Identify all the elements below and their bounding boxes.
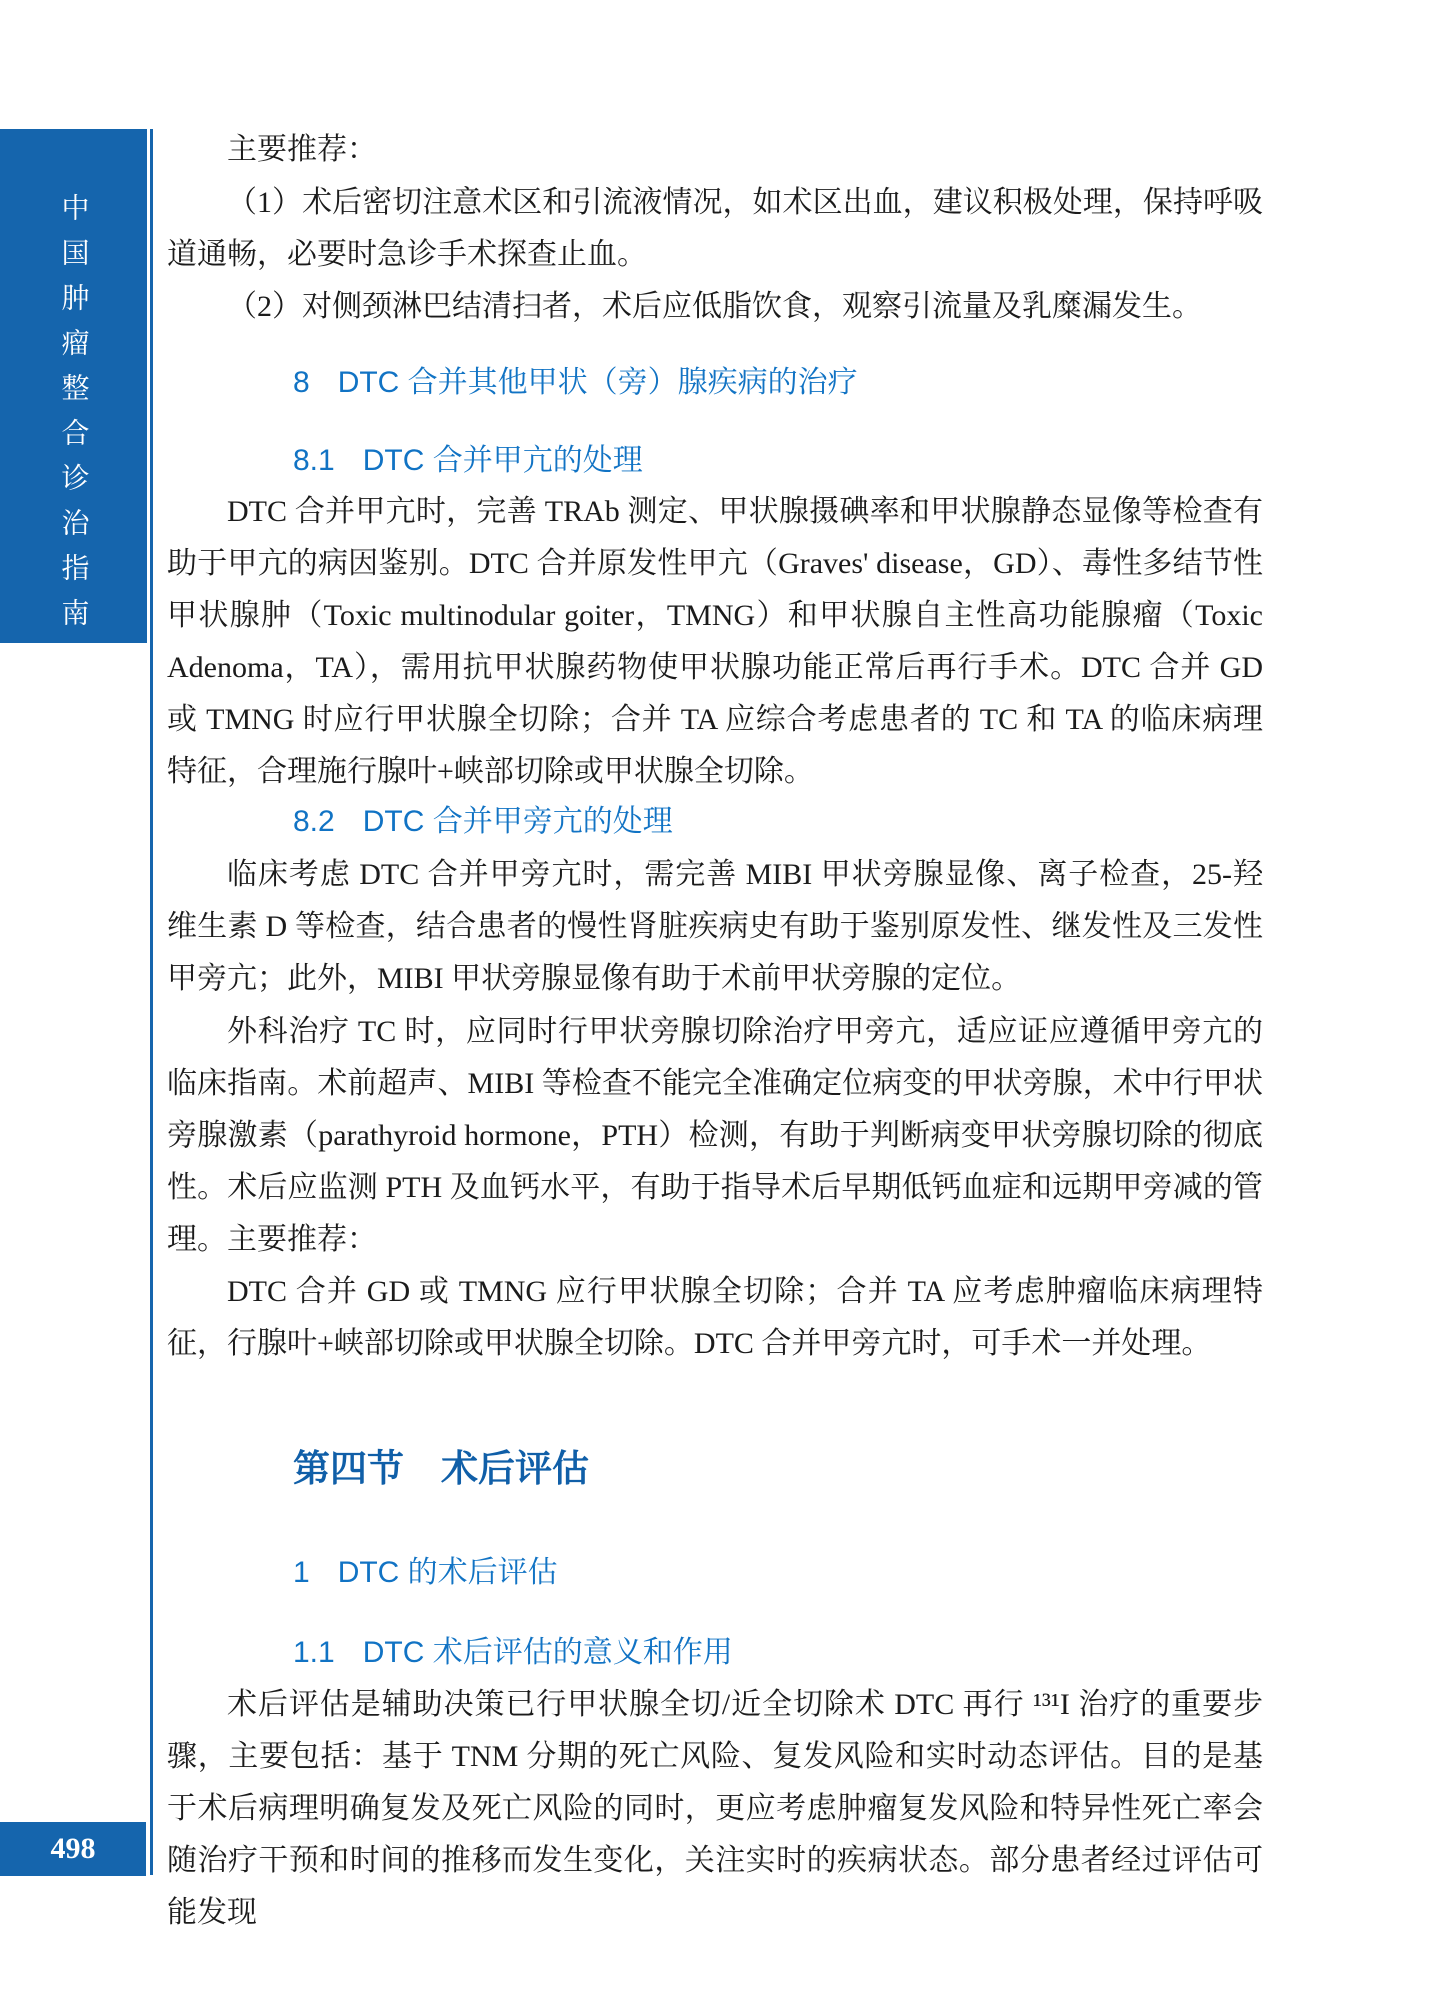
heading-section-8-1-title: DTC 合并甲亢的处理 (362, 444, 643, 477)
heading-section-1 (293, 1553, 558, 1593)
paragraph-main-recommendation-label: 主要推荐： (227, 133, 377, 166)
book-title-vertical-text: 中国肿瘤整合诊治指南 (58, 193, 90, 643)
sidebar-divider-line (150, 129, 153, 1875)
book-title-sidebar (0, 129, 147, 643)
heading-section-8-1-number: 8.1 (293, 444, 335, 477)
heading-chapter-section-4: 第四节 术后评估 (293, 1449, 589, 1490)
heading-section-1-title: DTC 的术后评估 (337, 1556, 558, 1589)
heading-section-1-1-number: 1.1 (293, 1636, 335, 1669)
page-number-badge (0, 1822, 146, 1876)
page-content (167, 0, 1263, 2010)
paragraph-dtc-hyperthyroidism: DTC 合并甲亢时，完善 TRAb 测定、甲状腺摄碘率和甲状腺静态显像等检查有助于甲亢的病因鉴别。DTC 合并原发性甲亢（Graves' disease，GD）、毒性多结节性甲状腺肿（Toxic multinodular goiter，TMNG）和甲状腺自主性高功能腺瘤（Toxic Adenoma，TA），需用抗甲状腺药物使甲状腺功能正常后再行手术。DTC 合并 GD 或 TMNG 时应行甲状腺全切除；合并 TA 应综合考虑患者的 TC 和 TA 的临床病理特征，合理施行腺叶+峡部切除或甲状腺全切除。 (167, 495, 1263, 788)
heading-section-1-number: 1 (293, 1556, 310, 1589)
paragraph-hyperparathyroidism-workup: 临床考虑 DTC 合并甲旁亢时，需完善 MIBI 甲状旁腺显像、离子检查，25-羟维生素 D 等检查，结合患者的慢性肾脏疾病史有助于鉴别原发性、继发性及三发性甲旁亢；此外，MIBI 甲状旁腺显像有助于术前甲状旁腺的定位。 (167, 858, 1263, 995)
heading-section-8 (293, 363, 858, 403)
paragraph-recommendation-2: （2）对侧颈淋巴结清扫者，术后应低脂饮食，观察引流量及乳糜漏发生。 (227, 290, 1202, 323)
heading-section-8-title: DTC 合并其他甲状（旁）腺疾病的治疗 (337, 366, 858, 399)
paragraph-postop-evaluation-intro: 术后评估是辅助决策已行甲状腺全切/近全切除术 DTC 再行 ¹³¹I 治疗的重要步骤，主要包括：基于 TNM 分期的死亡风险、复发风险和实时动态评估。目的是基于术后病理明确复发及死亡风险的同时，更应考虑肿瘤复发风险和特异性死亡率会随治疗干预和时间的推移而发生变化，关注实时的疾病状态。部分患者经过评估可能发现 (167, 1688, 1263, 1929)
heading-section-8-2 (293, 802, 673, 842)
paragraph-main-recommendation-label-2: 主要推荐： (227, 1223, 377, 1256)
paragraph-surgical-treatment-pth: 外科治疗 TC 时，应同时行甲状旁腺切除治疗甲旁亢，适应证应遵循甲旁亢的临床指南。术前超声、MIBI 等检查不能完全准确定位病变的甲状旁腺，术中行甲状旁腺激素（parathyroid hormone，PTH）检测，有助于判断病变甲状旁腺切除的彻底性。术后应监测 PTH 及血钙水平，有助于指导术后早期低钙血症和远期甲旁减的管理。 (167, 1015, 1263, 1256)
heading-section-1-1 (293, 1633, 733, 1673)
heading-section-8-number: 8 (293, 366, 310, 399)
heading-section-1-1-title: DTC 术后评估的意义和作用 (362, 1636, 733, 1669)
heading-section-8-2-title: DTC 合并甲旁亢的处理 (362, 805, 673, 838)
heading-section-8-2-number: 8.2 (293, 805, 335, 838)
paragraph-recommendation-summary: DTC 合并 GD 或 TMNG 应行甲状腺全切除；合并 TA 应考虑肿瘤临床病理特征，行腺叶+峡部切除或甲状腺全切除。DTC 合并甲旁亢时，可手术一并处理。 (167, 1275, 1263, 1360)
paragraph-recommendation-1: （1）术后密切注意术区和引流液情况，如术区出血，建议积极处理，保持呼吸道通畅，必要时急诊手术探查止血。 (167, 186, 1263, 271)
page-number: 498 (50, 1832, 96, 1865)
heading-section-8-1 (293, 441, 643, 481)
